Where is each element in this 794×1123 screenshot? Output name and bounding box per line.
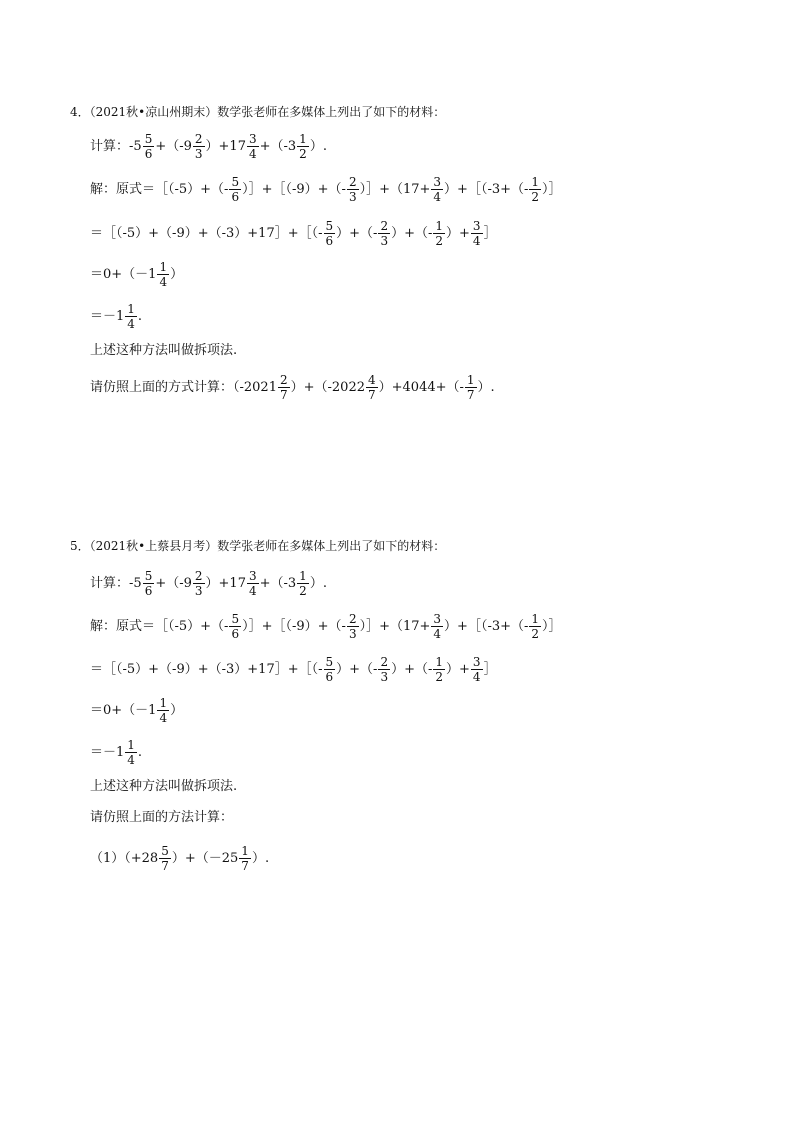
denominator: 3 — [348, 190, 357, 204]
fraction — [278, 374, 290, 401]
problem-4-task — [90, 374, 495, 401]
text: ＝0+（－1 — [90, 267, 157, 282]
text: -5 — [129, 139, 142, 154]
numerator: 2 — [194, 132, 203, 146]
fraction — [157, 261, 169, 288]
problem-5-solution-line-4 — [90, 739, 142, 766]
text: +（-9 — [155, 576, 192, 591]
numerator: 5 — [144, 569, 153, 583]
fraction — [193, 570, 205, 597]
text: ＝－1 — [90, 745, 125, 760]
denominator: 4 — [159, 711, 168, 725]
text: ）］ — [542, 182, 562, 197]
denominator: 4 — [248, 584, 257, 598]
text: 解：原式＝［（-5）+（- — [90, 619, 229, 634]
text: ）+17 — [205, 576, 246, 591]
numerator: 2 — [348, 612, 357, 626]
text: ）. — [309, 576, 327, 591]
numerator: 1 — [241, 844, 249, 858]
fraction — [229, 613, 241, 640]
text: -5 — [129, 576, 142, 591]
text: . — [137, 745, 143, 760]
denominator: 4 — [127, 753, 135, 767]
text: ）+［（-3+（- — [444, 182, 529, 197]
problem-4-calc — [90, 133, 327, 160]
text: ）］+［（-9）+（- — [242, 182, 346, 197]
fraction — [229, 176, 241, 203]
numerator: 1 — [127, 738, 135, 752]
numerator: 1 — [159, 696, 168, 710]
numerator: 4 — [368, 373, 376, 387]
fraction — [471, 220, 483, 247]
text: ］ — [483, 662, 497, 677]
text: ）+ — [446, 226, 470, 241]
fraction — [431, 176, 443, 203]
denominator: 2 — [531, 190, 540, 204]
denominator: 7 — [368, 388, 376, 402]
fraction — [529, 613, 541, 640]
text: +（-3 — [259, 576, 297, 591]
text: +（-3 — [259, 139, 297, 154]
numerator: 1 — [466, 373, 475, 387]
numerator: 3 — [433, 175, 442, 189]
text: ）+（- — [391, 226, 433, 241]
denominator: 7 — [161, 859, 169, 873]
denominator: 6 — [325, 670, 334, 684]
fraction — [247, 133, 259, 160]
numerator: 5 — [161, 844, 169, 858]
text: ）］+［（-9）+（- — [242, 619, 346, 634]
numerator: 5 — [325, 219, 334, 233]
denominator: 3 — [348, 627, 357, 641]
text: ）. — [477, 380, 495, 395]
numerator: 3 — [472, 655, 481, 669]
problem-4-solution-line-3 — [90, 261, 183, 288]
fraction — [431, 613, 443, 640]
fraction — [366, 374, 378, 401]
denominator: 3 — [380, 234, 389, 248]
numerator: 5 — [325, 655, 334, 669]
numerator: 1 — [435, 219, 444, 233]
numerator: 2 — [279, 373, 288, 387]
denominator: 7 — [279, 388, 288, 402]
problem-5-method-note: 上述这种方法叫做拆项法. — [90, 779, 238, 794]
text: 计算： — [90, 576, 130, 591]
text: ＝0+（－1 — [90, 703, 157, 718]
denominator: 6 — [144, 147, 153, 161]
numerator: 5 — [231, 612, 240, 626]
text: 请仿照上面的方式计算：（-2021 — [90, 380, 277, 395]
denominator: 4 — [472, 670, 481, 684]
problem-4-method-note: 上述这种方法叫做拆项法. — [90, 343, 238, 358]
numerator: 3 — [248, 132, 257, 146]
text: ） — [170, 703, 184, 718]
denominator: 6 — [231, 627, 240, 641]
text: ］ — [483, 226, 497, 241]
text: ）+ — [446, 662, 470, 677]
text: ）+（－25 — [171, 851, 239, 866]
text: . — [137, 309, 143, 324]
text: ＝［（-5）+（-9）+（-3）+17］+［（- — [90, 662, 323, 677]
numerator: 2 — [348, 175, 357, 189]
fraction — [247, 570, 259, 597]
text: （1）（+28 — [90, 851, 159, 866]
denominator: 2 — [299, 584, 307, 598]
problem-4-solution-line-2 — [90, 220, 497, 247]
fraction — [143, 570, 155, 597]
fraction — [378, 656, 390, 683]
fraction — [143, 133, 155, 160]
denominator: 2 — [531, 627, 540, 641]
numerator: 3 — [248, 569, 257, 583]
denominator: 2 — [299, 147, 307, 161]
denominator: 4 — [433, 190, 442, 204]
text: ）+17 — [205, 139, 246, 154]
numerator: 1 — [531, 612, 540, 626]
numerator: 2 — [194, 569, 203, 583]
fraction — [239, 845, 251, 872]
text: +（-9 — [155, 139, 192, 154]
denominator: 6 — [144, 584, 153, 598]
problem-5-header: 5．（2021秋•上蔡县月考）数学张老师在多媒体上列出了如下的材料： — [70, 539, 446, 553]
fraction — [193, 133, 205, 160]
problem-5-task-1 — [90, 845, 269, 872]
numerator: 5 — [231, 175, 240, 189]
text: ）+（- — [391, 662, 433, 677]
fraction — [297, 570, 309, 597]
fraction — [529, 176, 541, 203]
fraction — [324, 220, 336, 247]
denominator: 6 — [325, 234, 334, 248]
fraction — [125, 303, 137, 330]
denominator: 4 — [248, 147, 257, 161]
numerator: 1 — [299, 132, 307, 146]
fraction — [347, 176, 359, 203]
problem-4-solution-line-4 — [90, 303, 142, 330]
denominator: 4 — [472, 234, 481, 248]
fraction — [465, 374, 477, 401]
fraction — [433, 656, 445, 683]
text: ）. — [251, 851, 270, 866]
text: ）+（-2022 — [290, 380, 365, 395]
text: ）］+（17+ — [359, 619, 431, 634]
numerator: 3 — [472, 219, 481, 233]
denominator: 6 — [231, 190, 240, 204]
denominator: 4 — [127, 317, 135, 331]
fraction — [157, 697, 169, 724]
text: ） — [170, 267, 184, 282]
denominator: 4 — [433, 627, 442, 641]
denominator: 3 — [380, 670, 389, 684]
text: ）+（- — [336, 662, 378, 677]
denominator: 4 — [159, 275, 168, 289]
text: ＝［（-5）+（-9）+（-3）+17］+［（- — [90, 226, 323, 241]
fraction — [324, 656, 336, 683]
text: 解：原式＝［（-5）+（- — [90, 182, 229, 197]
text: ＝－1 — [90, 309, 125, 324]
denominator: 7 — [466, 388, 475, 402]
numerator: 5 — [144, 132, 153, 146]
problem-5-solution-line-3 — [90, 697, 183, 724]
problem-4-solution-line-1 — [90, 176, 562, 203]
numerator: 1 — [435, 655, 444, 669]
numerator: 1 — [127, 302, 135, 316]
problem-5-solution-line-1 — [90, 613, 562, 640]
fraction — [433, 220, 445, 247]
fraction — [347, 613, 359, 640]
problem-5-instruction: 请仿照上面的方法计算： — [90, 810, 234, 825]
text: ）+4044+（- — [378, 380, 464, 395]
numerator: 2 — [380, 219, 389, 233]
problem-4-header: 4．（2021秋•凉山州期末）数学张老师在多媒体上列出了如下的材料： — [70, 105, 446, 119]
numerator: 3 — [433, 612, 442, 626]
text: ）］ — [542, 619, 562, 634]
denominator: 7 — [241, 859, 249, 873]
text: ）］+（17+ — [359, 182, 431, 197]
denominator: 2 — [435, 234, 444, 248]
text: ）+（- — [336, 226, 378, 241]
fraction — [297, 133, 309, 160]
fraction — [125, 739, 137, 766]
denominator: 3 — [194, 147, 203, 161]
text: ）+［（-3+（- — [444, 619, 529, 634]
problem-5-calc — [90, 570, 327, 597]
fraction — [159, 845, 171, 872]
denominator: 3 — [194, 584, 203, 598]
denominator: 2 — [435, 670, 444, 684]
fraction — [471, 656, 483, 683]
numerator: 2 — [380, 655, 389, 669]
numerator: 1 — [299, 569, 307, 583]
text: ）. — [309, 139, 327, 154]
problem-5-solution-line-2 — [90, 656, 497, 683]
text: 计算： — [90, 139, 130, 154]
numerator: 1 — [159, 260, 168, 274]
numerator: 1 — [531, 175, 540, 189]
fraction — [378, 220, 390, 247]
